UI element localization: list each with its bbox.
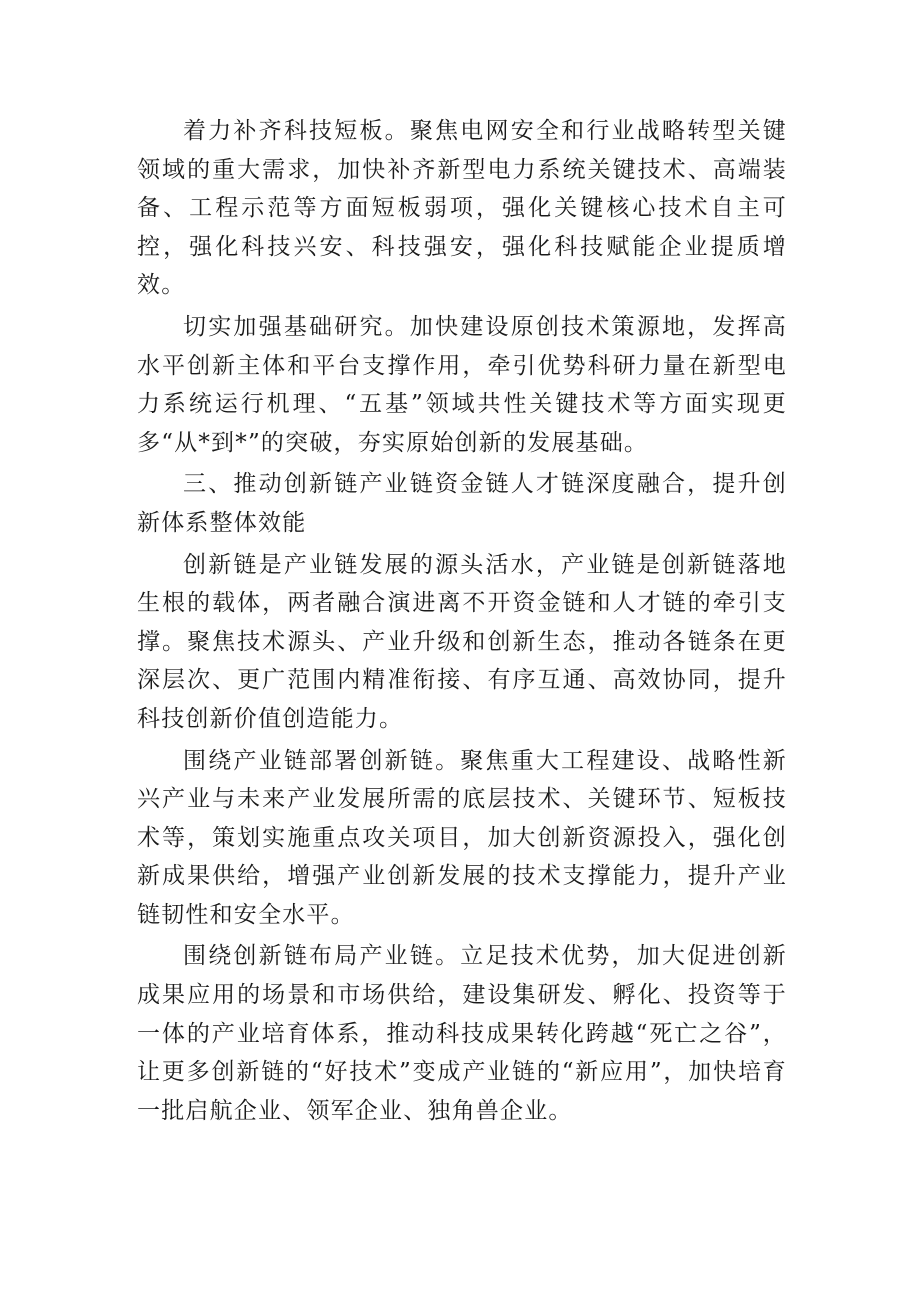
- paragraph-basic-research: 切实加强基础研究。加快建设原创技术策源地，发挥高水平创新主体和平台支撑作用，牵引优势科研力量在新型电力系统运行机理、“五基”领域共性关键技术等方面实现更多“从*到*”的突破，夯实原始创新的发展基础。: [137, 313, 787, 456]
- paragraph-tech-shortcomings: 着力补齐科技短板。聚焦电网安全和行业战略转型关键领域的重大需求，加快补齐新型电力系统关键技术、高端装备、工程示范等方面短板弱项，强化关键核心技术自主可控，强化科技兴安、科技强安，强化科技赋能企业提质增效。: [137, 118, 787, 299]
- paragraph-innovation-chain: 创新链是产业链发展的源头活水，产业链是创新链落地生根的载体，两者融合演进离不开资金链和人才链的牵引支撑。聚焦技术源头、产业升级和创新生态，推动各链条在更深层次、更广范围内精准衔接、有序互通、高效协同，提升科技创新价值创造能力。: [137, 551, 787, 732]
- document-body: [137, 112, 787, 1133]
- paragraph-layout-industry-chain: 围绕创新链布局产业链。立足技术优势，加大促进创新成果应用的场景和市场供给，建设集研发、孵化、投资等于一体的产业培育体系，推动科技成果转化跨越“死亡之谷”，让更多创新链的“好技术”变成产业链的“新应用”，加快培育一批启航企业、领军企业、独角兽企业。: [137, 943, 787, 1124]
- paragraph-deploy-innovation-chain: 围绕产业链部署创新链。聚焦重大工程建设、战略性新兴产业与未来产业发展所需的底层技术、关键环节、短板技术等，策划实施重点攻关项目，加大创新资源投入，强化创新成果供给，增强产业创新发展的技术支撑能力，提升产业链韧性和安全水平。: [137, 747, 787, 928]
- section-heading-three: 三、推动创新链产业链资金链人才链深度融合，提升创新体系整体效能: [137, 471, 787, 536]
